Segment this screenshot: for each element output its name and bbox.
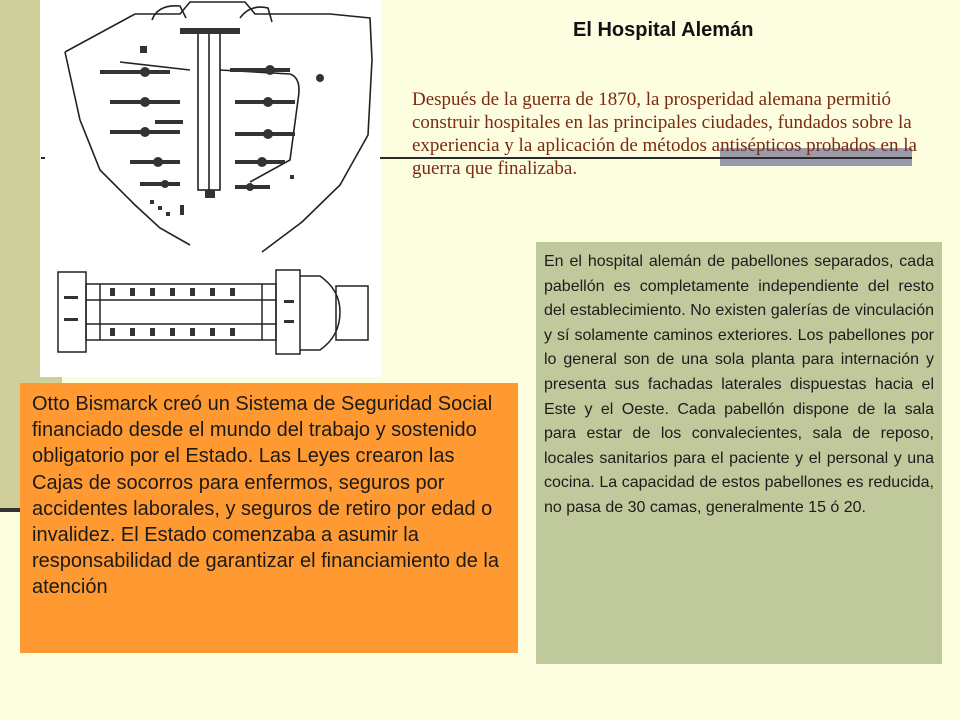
hospital-floor-plan-drawing bbox=[40, 0, 381, 377]
site-plan bbox=[65, 2, 372, 252]
intro-paragraph: Después de la guerra de 1870, la prosperidad alemana permitió construir hospitales en las principales ciudades, fundados sobre la experiencia y la aplicación de métodos antisépticos probados en la guerra que finalizaba. bbox=[412, 89, 917, 179]
bismarck-callout-box: Otto Bismarck creó un Sistema de Seguridad Social financiado desde el mundo del trabajo y sostenido obligatorio por el Estado. Las Leyes crearon las Cajas de socorros para enfermos, seguros por accidentes laborales, y seguros de retiro por edad o invalidez. El Estado comenzaba a asumir la responsabilidad de garantizar el financiamiento de la atención bbox=[20, 383, 518, 653]
pavilion-floor-plan bbox=[58, 270, 368, 354]
hospital-plan-image bbox=[40, 0, 381, 377]
slide-title: El Hospital Alemán bbox=[573, 19, 754, 41]
pavilion-beds bbox=[64, 288, 294, 336]
rule-tick bbox=[41, 157, 45, 159]
left-decor-rule bbox=[0, 508, 22, 512]
pavilion-blocks bbox=[100, 28, 324, 216]
pavilion-description-box: En el hospital alemán de pabellones separados, cada pabellón es completamente independiente del resto del establecimiento. No existen galerías de vinculación y sí solamente caminos exteriores. Los pabellones por lo general son de una sola planta para internación y presenta sus fachadas laterales dispuestas hacia el Este y el Oeste. Cada pabellón dispone de la sala para estar de los convalecientes, sala de reposo, locales sanitarios para el paciente y el personal y una cocina. La capacidad de estos pabellones es reducida, no pasa de 30 camas, generalmente 15 ó 20. bbox=[536, 242, 942, 664]
